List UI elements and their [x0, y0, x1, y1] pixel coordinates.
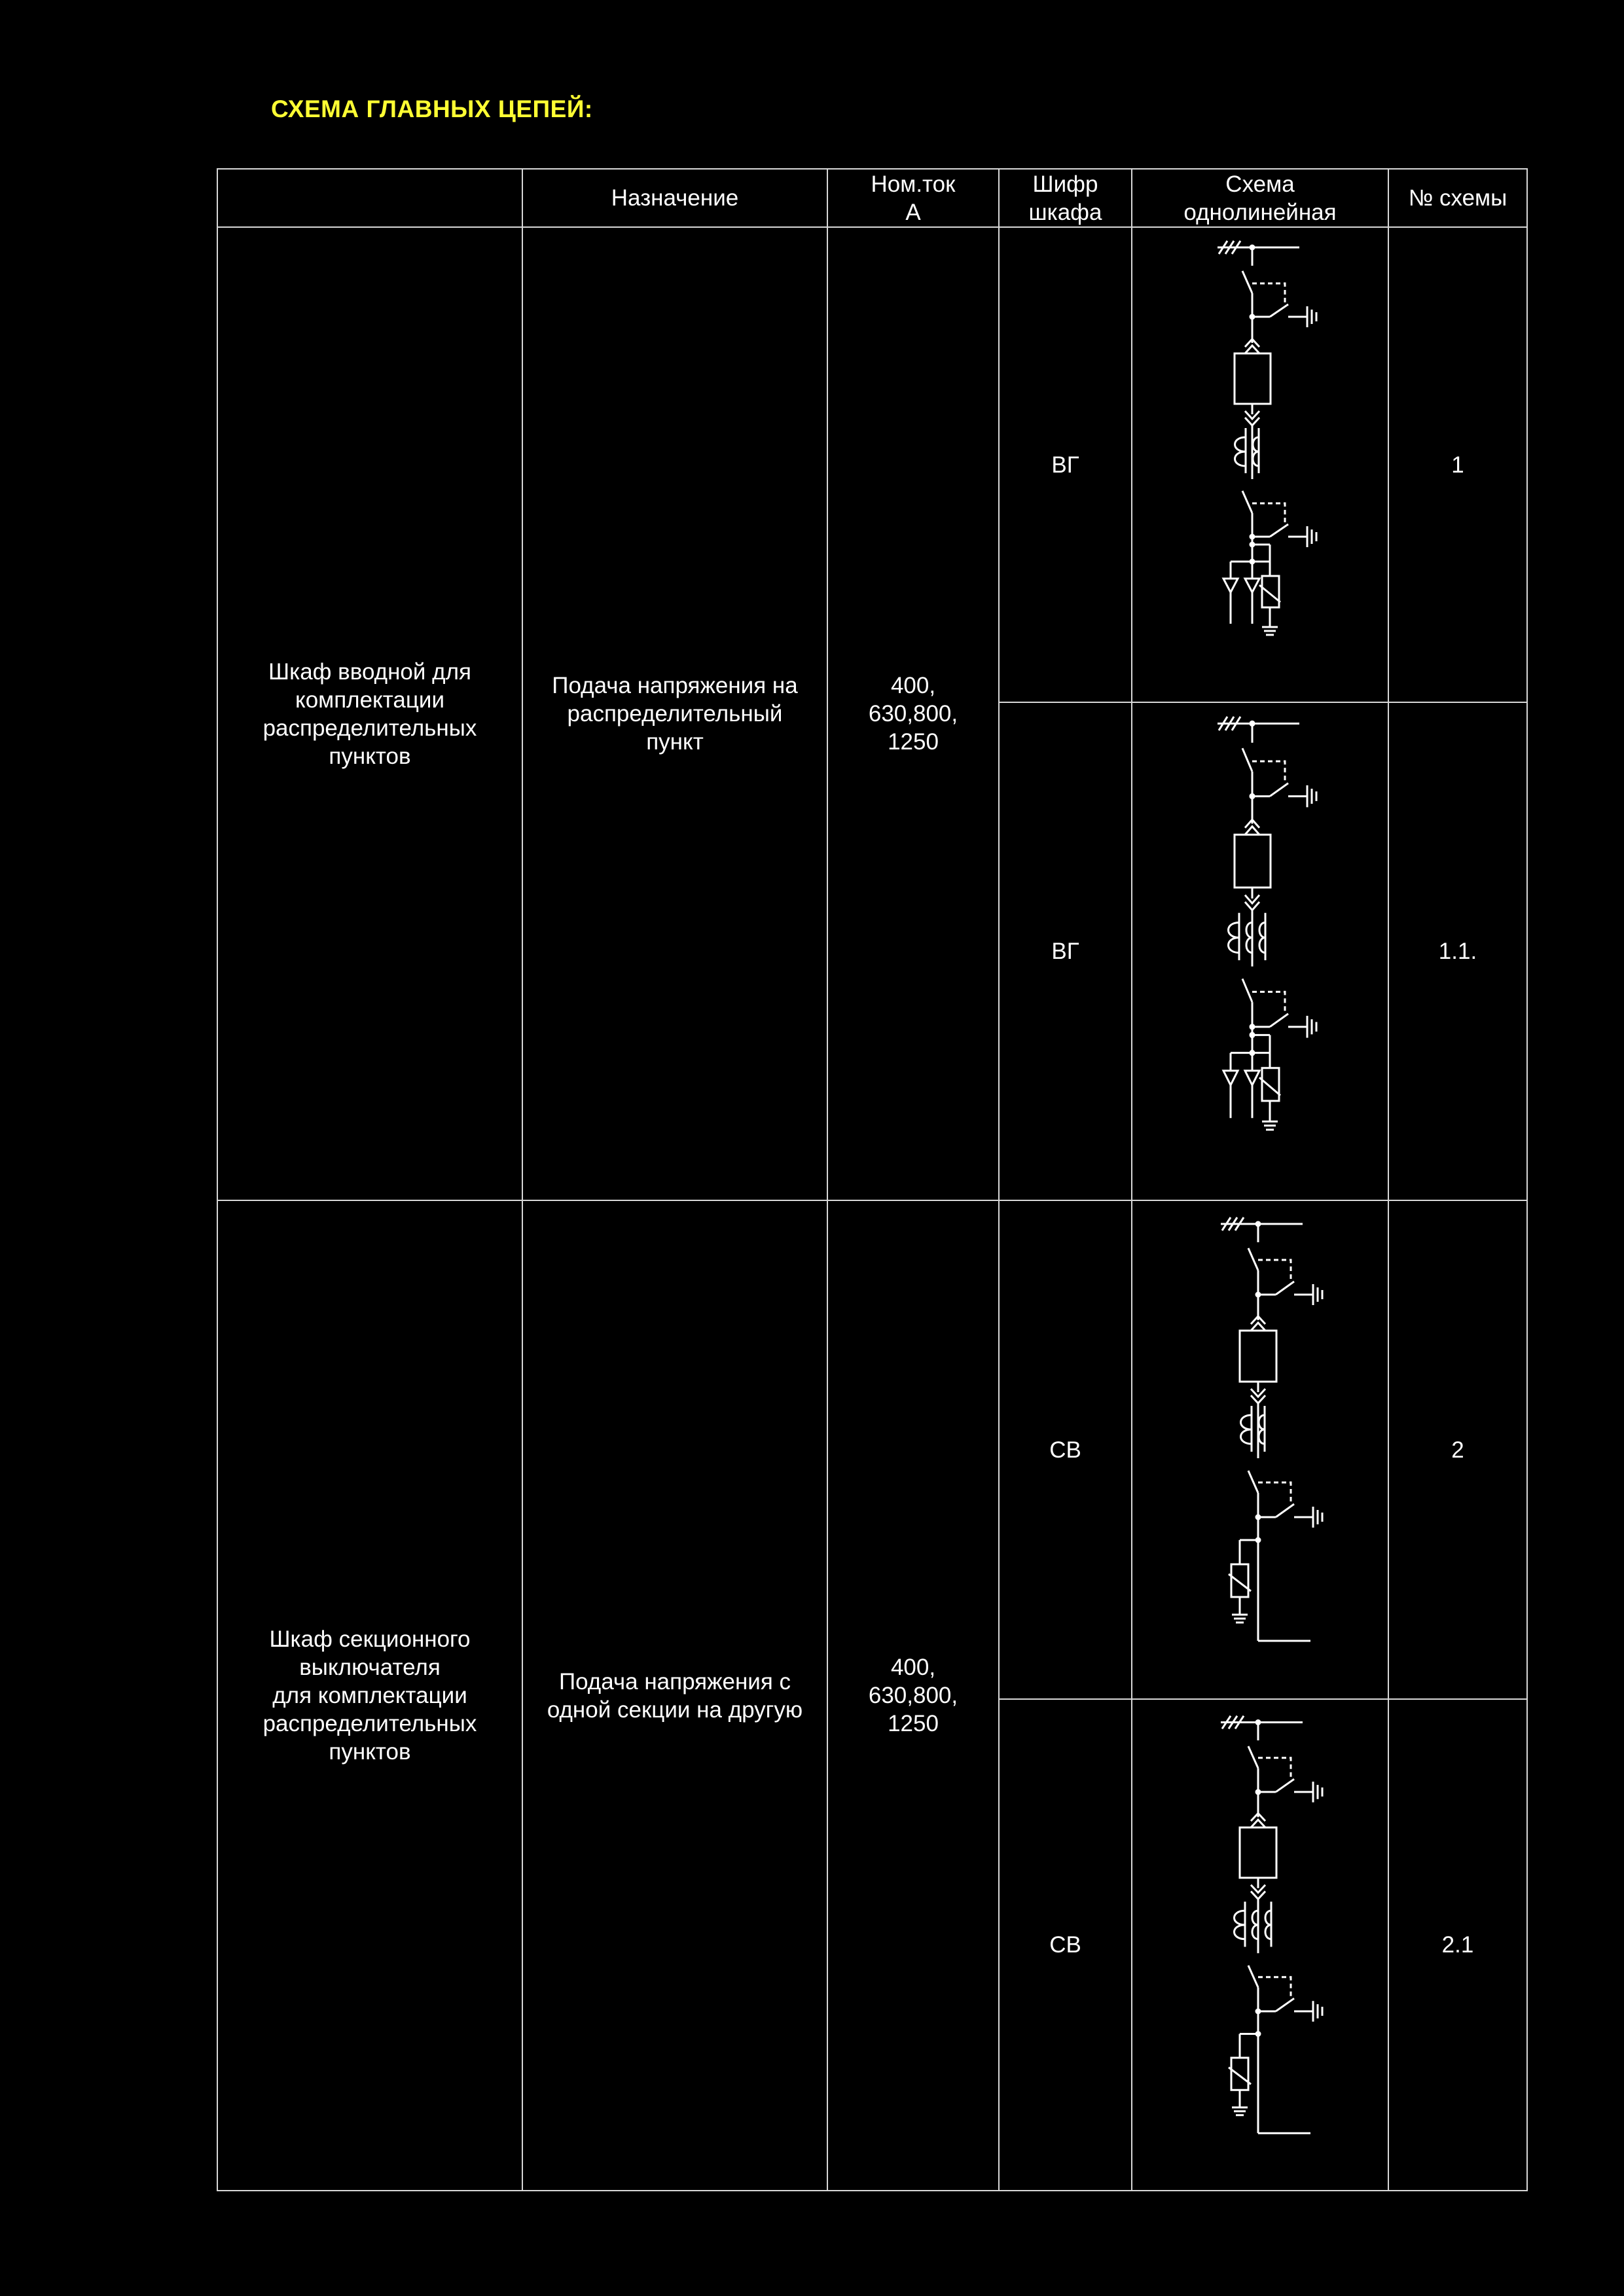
- cabinet-name-line: распределительных: [262, 715, 477, 741]
- cabinet-name-line: пунктов: [329, 743, 411, 769]
- rated-current-cell: [827, 1200, 999, 2191]
- cabinet-code-cell: СВ: [999, 1200, 1132, 1699]
- cabinet-name-line: комплектации: [295, 687, 445, 713]
- main-circuits-table: [217, 168, 1528, 2191]
- header-scheme-line2: однолинейная: [1183, 199, 1337, 225]
- cabinet-name-line: для комплектации: [272, 1683, 467, 1708]
- purpose-cell: [522, 227, 827, 1200]
- rated-current-line: 630,800,: [868, 1683, 958, 1708]
- cabinet-code-cell: СВ: [999, 1699, 1132, 2191]
- purpose-line: распределительный: [567, 701, 783, 726]
- single-line-scheme-icon: [1132, 703, 1389, 1200]
- cabinet-name-line: распределительных: [262, 1711, 477, 1736]
- table-row: [217, 1200, 1527, 1699]
- scheme-cell: [1132, 227, 1388, 702]
- scheme-number-cell: 1: [1388, 227, 1527, 702]
- header-current-line: Ном.ток: [871, 171, 956, 197]
- purpose-cell: [522, 1200, 827, 2191]
- table-header-row: [217, 169, 1527, 227]
- header-current-unit: А: [905, 199, 921, 225]
- cabinet-name-cell: [217, 1200, 522, 2191]
- cabinet-code-cell: ВГ: [999, 227, 1132, 702]
- single-line-scheme-icon: [1132, 1700, 1389, 2190]
- purpose-line: пункт: [646, 729, 704, 755]
- purpose-line: одной секции на другую: [547, 1696, 803, 1723]
- scheme-number-cell: 2.1: [1388, 1699, 1527, 2191]
- single-line-scheme-icon: [1132, 1201, 1389, 1698]
- cabinet-name-line: Шкаф секционного: [269, 1626, 471, 1652]
- header-scheme: [1132, 169, 1388, 227]
- single-line-scheme-icon: [1132, 228, 1389, 702]
- header-current: [827, 169, 999, 227]
- rated-current-line: 1250: [888, 1711, 939, 1736]
- header-purpose: Назначение: [522, 169, 827, 227]
- cabinet-name-cell: [217, 227, 522, 1200]
- table-row: [217, 227, 1527, 702]
- header-number: № схемы: [1388, 169, 1527, 227]
- scheme-cell: [1132, 702, 1388, 1200]
- purpose-line: Подача напряжения с: [558, 1668, 791, 1695]
- cabinet-name-line: Шкаф вводной для: [268, 658, 471, 685]
- rated-current-cell: [827, 227, 999, 1200]
- cabinet-name-line: пунктов: [329, 1739, 411, 1765]
- scheme-cell: [1132, 1200, 1388, 1699]
- scheme-number-cell: 2: [1388, 1200, 1527, 1699]
- cabinet-code-cell: ВГ: [999, 702, 1132, 1200]
- cabinet-name-line: выключателя: [299, 1655, 441, 1680]
- rated-current-line: 1250: [888, 729, 939, 755]
- purpose-line: Подача напряжения на: [552, 673, 798, 698]
- page-title: СХЕМА ГЛАВНЫХ ЦЕПЕЙ:: [271, 96, 593, 122]
- scheme-number-cell: 1.1.: [1388, 702, 1527, 1200]
- rated-current-line: 400,: [890, 673, 936, 698]
- header-scheme-line1: Схема: [1225, 171, 1295, 197]
- header-code: [999, 169, 1132, 227]
- header-code-line2: шкафа: [1028, 199, 1102, 225]
- scheme-cell: [1132, 1699, 1388, 2191]
- rated-current-line: 630,800,: [868, 701, 958, 726]
- header-code-line1: Шифр: [1032, 171, 1098, 197]
- rated-current-line: 400,: [890, 1655, 936, 1680]
- header-empty-cell: [217, 169, 522, 227]
